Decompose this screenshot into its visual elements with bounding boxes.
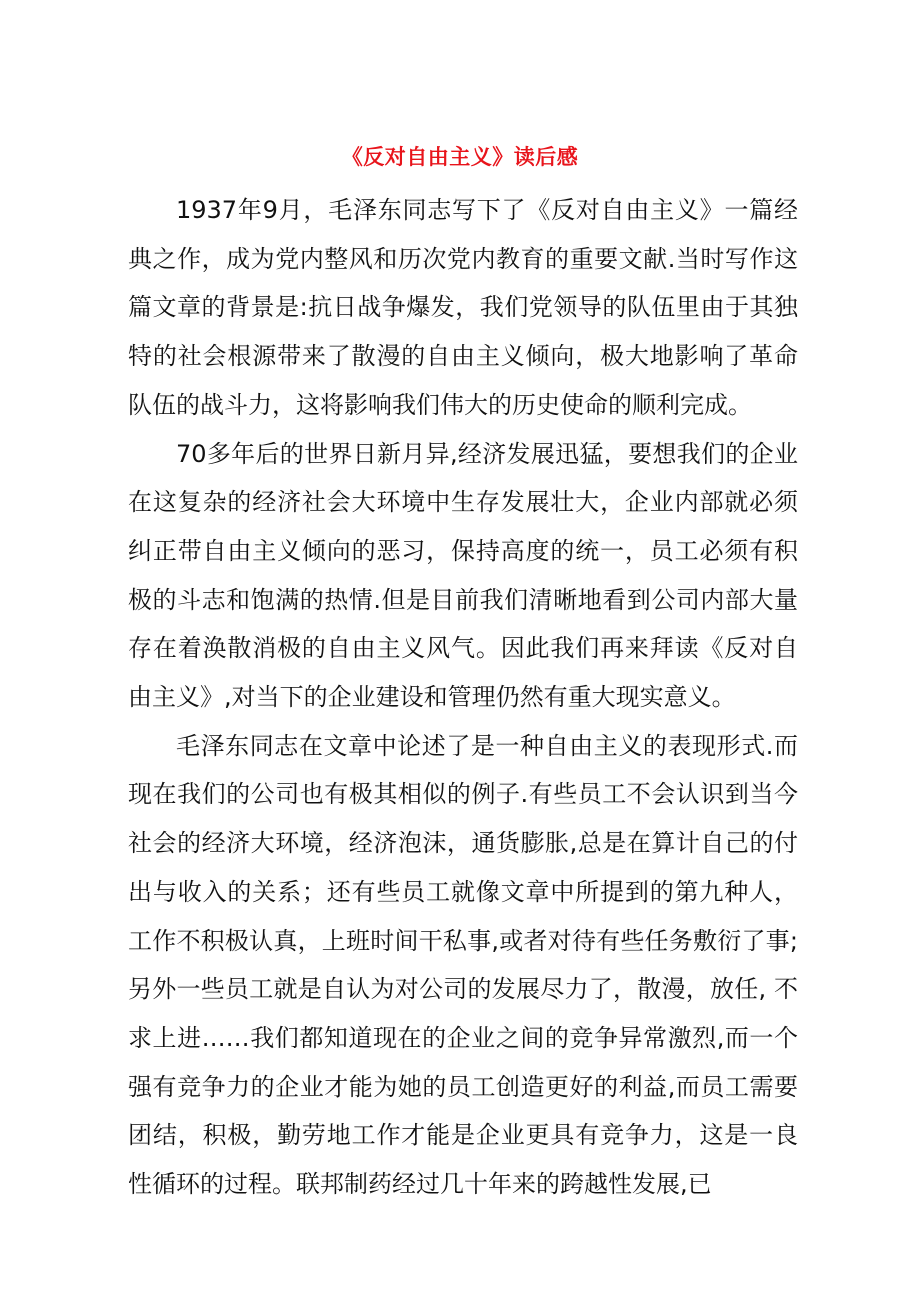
paragraph-3: 毛泽东同志在文章中论述了是一种自由主义的表现形式.而现在我们的公司也有极其相似的例子.有些员工不会认识到当今社会的经济大环境，经济泡沫，通货膨胀,总是在算计自己的付出与收入的关系；还有些员工就像文章中所提到的第九种人，工作不积极认真，上班时间干私事,或者对待有些任务敷衍了事;另外一些员工就是自认为对公司的发展尽力了，散漫，放任, 不求上进……我们都知道现在的企业之间的竞争异常激烈,而一个强有竞争力的企业才能为她的员工创造更好的利益,而员工需要团结，积极，勤劳地工作才能是企业更具有竞争力，这是一良性循环的过程。联邦制药经过几十年来的跨越性发展,已	[128, 731, 798, 1199]
paragraph-1: 1937年9月，毛泽东同志写下了《反对自由主义》一篇经典之作，成为党内整风和历次党内教育的重要文献.当时写作这篇文章的背景是:抗日战争爆发，我们党领导的队伍里由于其独特的社会根源带来了散漫的自由主义倾向，极大地影响了革命队伍的战斗力，这将影响我们伟大的历史使命的顺利完成。	[128, 196, 798, 419]
document-body	[128, 186, 798, 1209]
document-title: 《反对自由主义》读后感	[341, 145, 579, 169]
paragraph-2: 70多年后的世界日新月异,经济发展迅猛，要想我们的企业在这复杂的经济社会大环境中生存发展壮大，企业内部就必须纠正带自由主义倾向的恶习，保持高度的统一，员工必须有积极的斗志和饱满的热情.但是目前我们清晰地看到公司内部大量存在着涣散消极的自由主义风气。因此我们再来拜读《反对自由主义》,对当下的企业建设和管理仍然有重大现实意义。	[128, 439, 798, 712]
